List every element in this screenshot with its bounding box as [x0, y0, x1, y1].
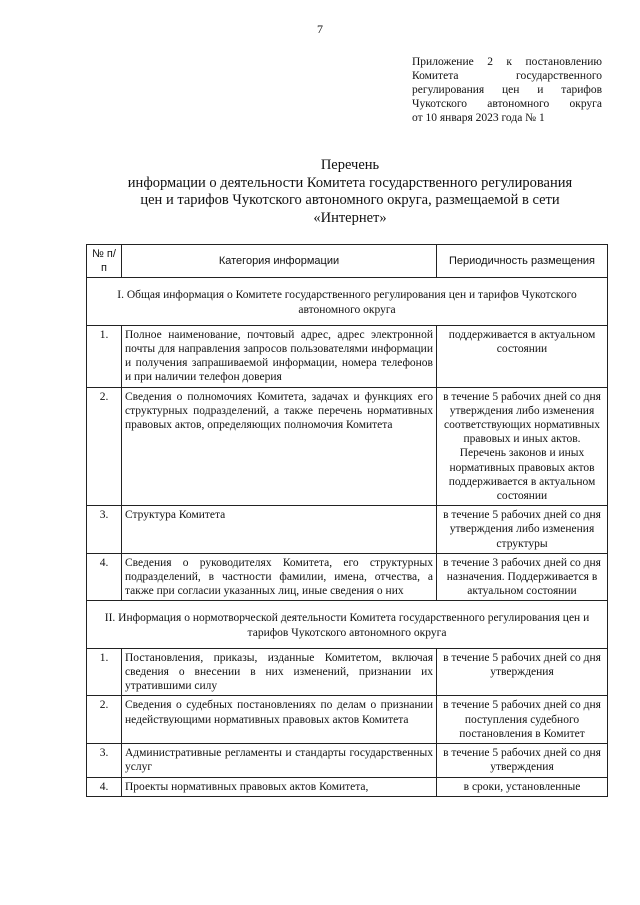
table-header-row — [87, 245, 608, 278]
appendix-line: Комитета государственного — [412, 70, 602, 82]
row-period: в течение 5 рабочих дней со дня утверждения — [437, 648, 608, 696]
row-category: Административные регламенты и стандарты государственных услуг — [122, 744, 437, 777]
title-line: Перечень — [320, 157, 380, 173]
row-number: 1. — [87, 648, 122, 696]
row-period: в сроки, установленные — [437, 777, 608, 796]
row-number: 3. — [87, 744, 122, 777]
row-number: 2. — [87, 387, 122, 506]
table-row — [87, 777, 608, 796]
table-row — [87, 648, 608, 696]
appendix-reference — [412, 55, 602, 125]
row-period: в течение 3 рабочих дней со дня назначения. Поддерживается в актуальном состоянии — [437, 553, 608, 601]
information-table — [86, 244, 608, 797]
table-row — [87, 744, 608, 777]
row-category: Структура Комитета — [122, 506, 437, 554]
section-row — [87, 601, 608, 648]
table-row — [87, 553, 608, 601]
appendix-line: Приложение 2 к постановлению — [412, 56, 602, 68]
row-period: поддерживается в актуальном состоянии — [437, 325, 608, 387]
row-category: Сведения о полномочиях Комитета, задачах и функциях его структурных подразделений, а также перечень нормативных правовых актов, определяющих полномочия Комитета — [122, 387, 437, 506]
title-line: «Интернет» — [313, 209, 387, 226]
section-title: II. Информация о нормотворческой деятельности Комитета государственного регулирования цен и тарифов Чукотского автономного округа — [87, 601, 608, 648]
page-number: 7 — [317, 22, 323, 36]
table-row — [87, 325, 608, 387]
table-row — [87, 506, 608, 554]
section-row — [87, 278, 608, 325]
header-period: Периодичность размещения — [437, 245, 608, 278]
row-number: 3. — [87, 506, 122, 554]
document-title — [100, 157, 600, 227]
row-period: в течение 5 рабочих дней со дня поступления судебного постановления в Комитет — [437, 696, 608, 744]
row-number: 4. — [87, 553, 122, 601]
section-title: I. Общая информация о Комитете государственного регулирования цен и тарифов Чукотского автономного округа — [87, 278, 608, 325]
row-period: в течение 5 рабочих дней со дня утверждения либо изменения структуры — [437, 506, 608, 554]
table-row — [87, 696, 608, 744]
row-category: Сведения о руководителях Комитета, его структурных подразделений, в частности фамилии, имена, отчества, а также при согласии указанных лиц, иные сведения о них — [122, 553, 437, 601]
row-category: Проекты нормативных правовых актов Комитета, — [122, 777, 437, 796]
table-row — [87, 387, 608, 506]
appendix-line: от 10 января 2023 года № 1 — [412, 112, 545, 124]
appendix-line: Чукотского автономного округа — [412, 98, 602, 110]
row-number: 4. — [87, 777, 122, 796]
title-line: цен и тарифов Чукотского автономного округа, размещаемой в сети — [140, 192, 560, 208]
row-category: Сведения о судебных постановлениях по делам о признании недействующими нормативных правовых актов Комитета — [122, 696, 437, 744]
row-category: Полное наименование, почтовый адрес, адрес электронной почты для направления запросов пользователями информации и получения запрашиваемой информации, номера телефонов и при наличии телефон доверия — [122, 325, 437, 387]
row-number: 1. — [87, 325, 122, 387]
row-period: в течение 5 рабочих дней со дня утверждения — [437, 744, 608, 777]
header-number: № п/п — [87, 245, 122, 278]
row-number: 2. — [87, 696, 122, 744]
row-period: в течение 5 рабочих дней со дня утверждения либо изменения соответствующих нормативных правовых и иных актов. Перечень законов и иных нормативных правовых актов поддерживается в актуальном состоянии — [437, 387, 608, 506]
header-category: Категория информации — [122, 245, 437, 278]
row-category: Постановления, приказы, изданные Комитетом, включая сведения о внесении в них изменений, признании их утратившими силу — [122, 648, 437, 696]
appendix-line: регулирования цен и тарифов — [412, 84, 602, 96]
title-line: информации о деятельности Комитета государственного регулирования — [127, 174, 573, 191]
